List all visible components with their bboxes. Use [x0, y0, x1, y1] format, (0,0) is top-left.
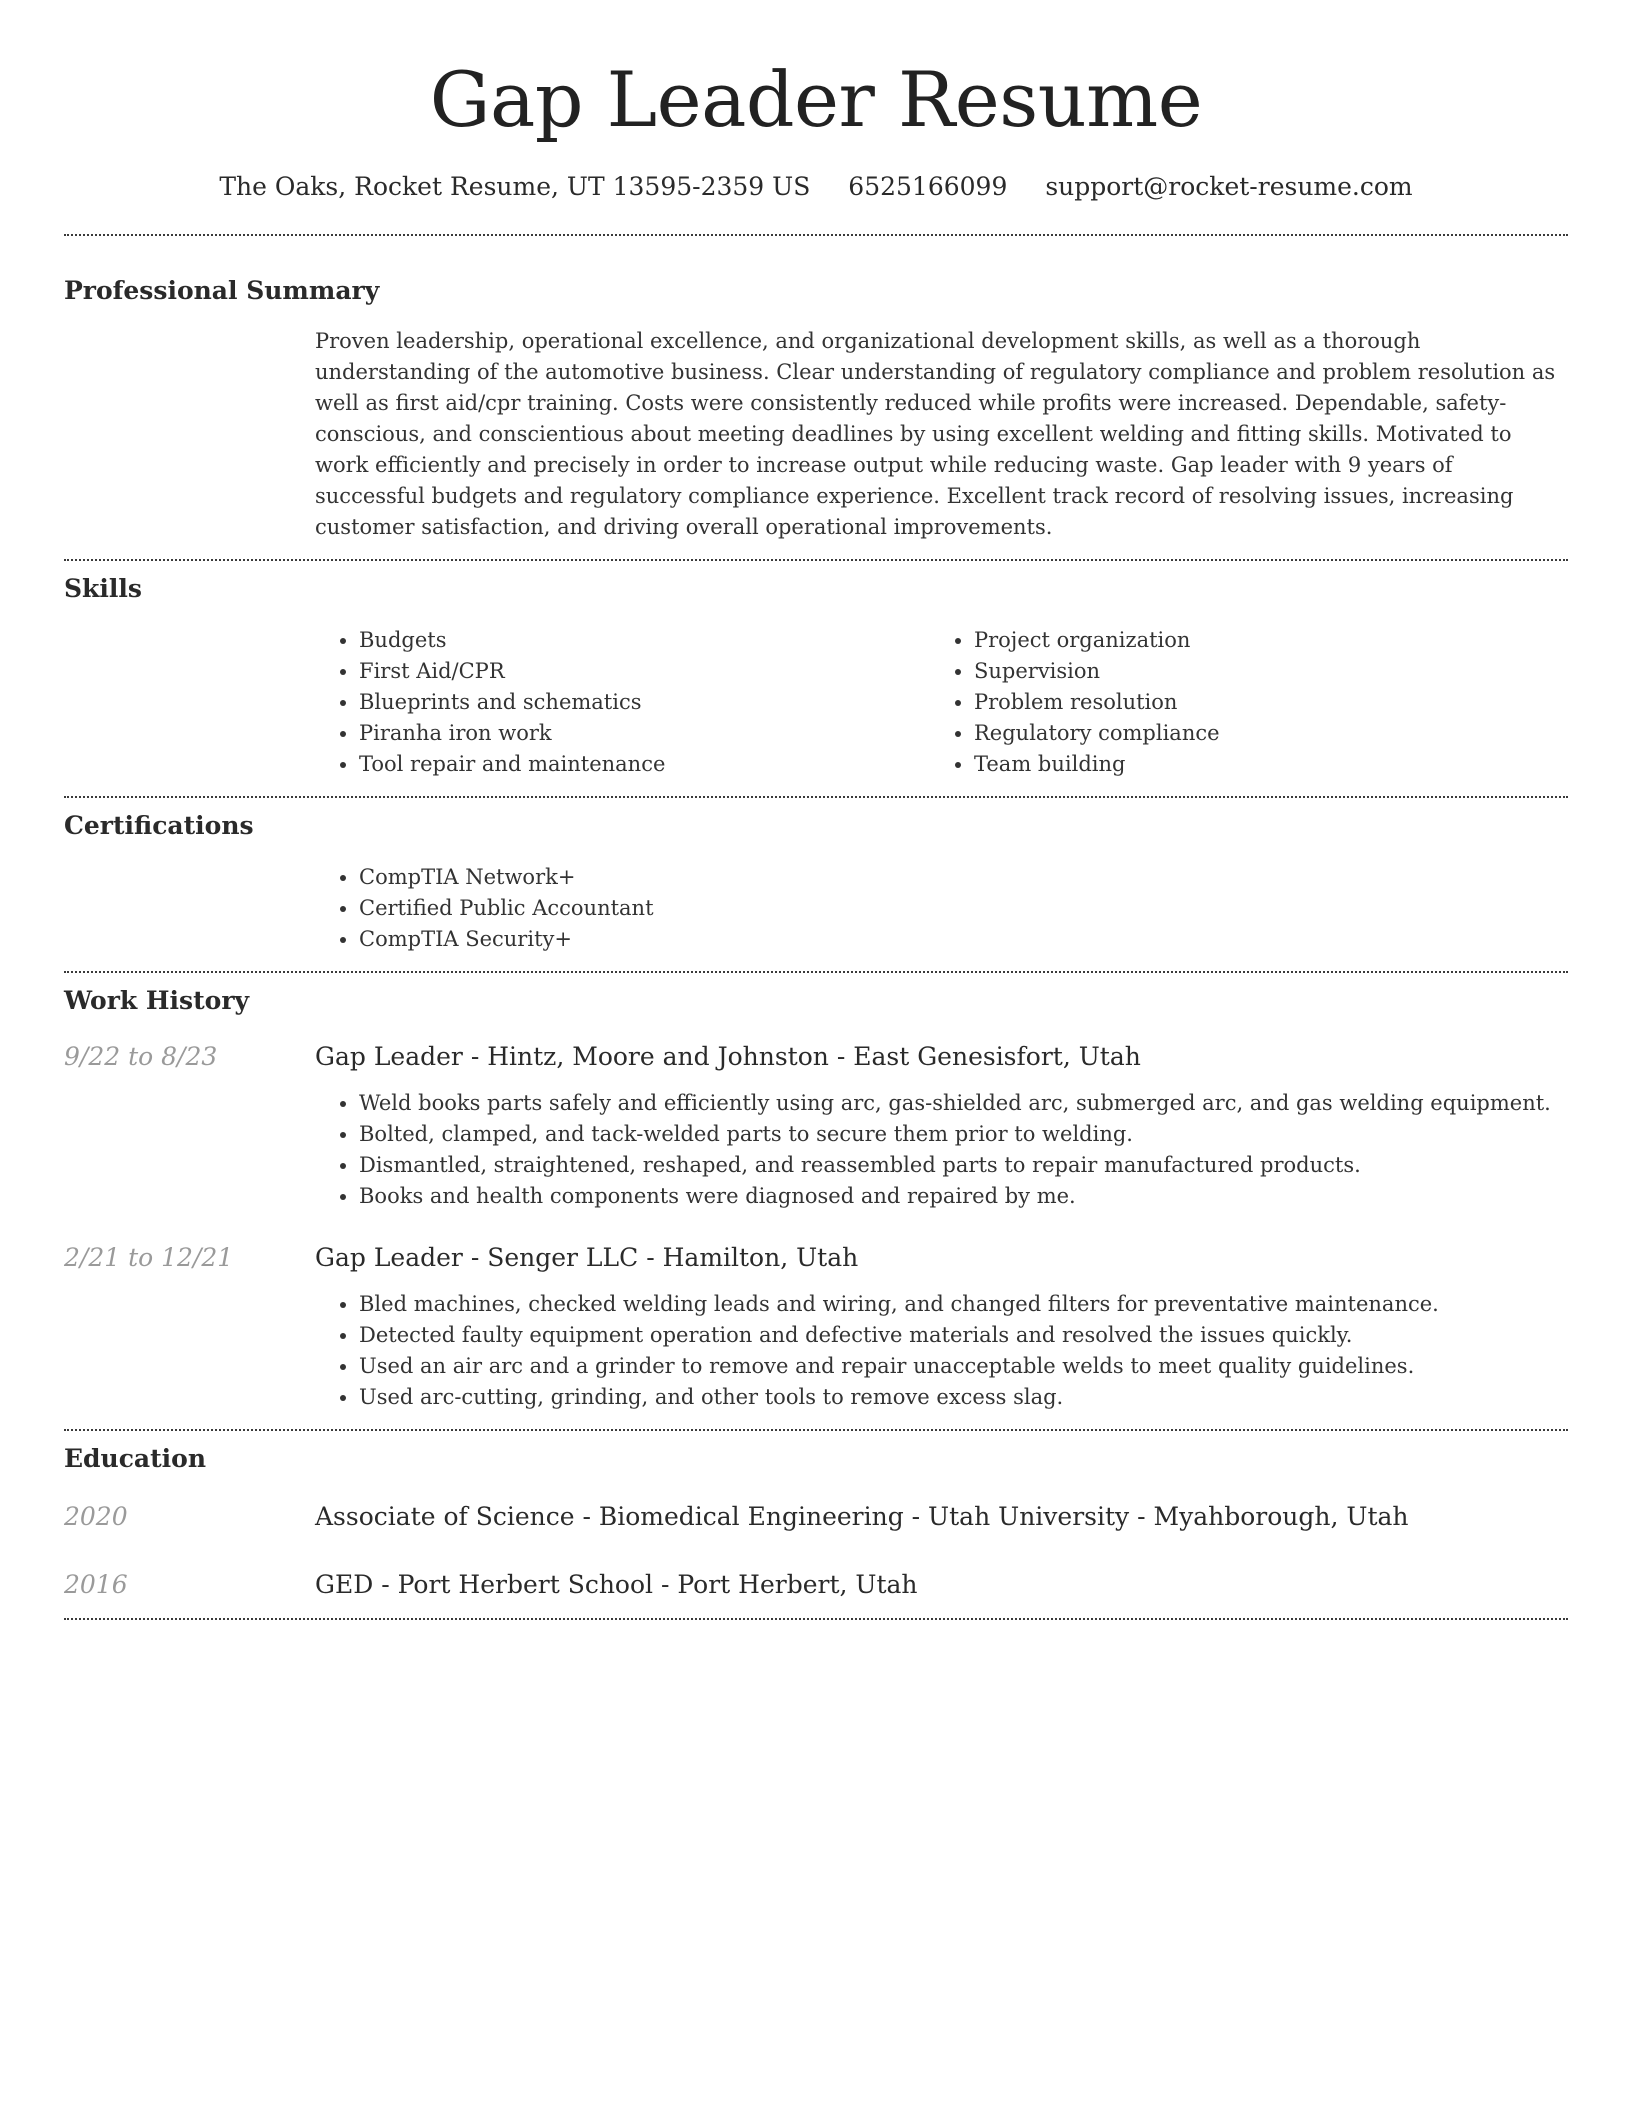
skill-item: • Team building: [974, 749, 1545, 780]
skill-item: • Project organization: [974, 625, 1545, 656]
skill-item: • Supervision: [974, 656, 1545, 687]
education-heading: Education: [64, 1444, 207, 1473]
summary-section: [64, 236, 1568, 543]
contact-address: The Oaks, Rocket Resume, UT 13595-2359 US: [219, 172, 811, 201]
summary-content: [315, 326, 1568, 543]
skills-list-left: [315, 625, 930, 780]
summary-text: Proven leadership, operational excellence, and organizational development skills, as well as a thorough understanding of the automotive business. Clear understanding of regulatory compliance and problem resolution as well as first aid/cpr training. Costs were consistently reduced while profits were increased. Dependable, safety-conscious, and conscientious about meeting deadlines by using excellent welding and fitting skills. Motivated to work efficiently and precisely in order to increase output while reducing waste. Gap leader with 9 years of successful budgets and regulatory compliance experience. Excellent track record of resolving issues, increasing customer satisfaction, and driving overall operational improvements.: [315, 329, 1556, 539]
skills-columns: [315, 625, 1568, 780]
job-header: [64, 1241, 1568, 1275]
job-heading: Gap Leader - Senger LLC - Hamilton, Utah: [315, 1243, 859, 1272]
job-duty-list: [315, 1289, 1568, 1413]
job-duties: [315, 1088, 1568, 1212]
certifications-heading: Certifications: [64, 811, 254, 840]
work-history-section: [64, 973, 1568, 1413]
education-heading-line: GED - Port Herbert School - Port Herbert, Utah: [315, 1570, 918, 1599]
certifications-content: [315, 862, 1568, 955]
skill-item: • Problem resolution: [974, 687, 1545, 718]
job-heading: Gap Leader - Hintz, Moore and Johnston - East Genesisfort, Utah: [315, 1042, 1141, 1071]
education-section: [64, 1431, 1568, 1602]
skill-item: • Regulatory compliance: [974, 718, 1545, 749]
skill-item: • Blueprints and schematics: [359, 687, 930, 718]
resume-header: [64, 0, 1568, 204]
education-year: 2016: [64, 1570, 128, 1599]
education-heading-line: Associate of Science - Biomedical Engineering - Utah University - Myahborough, Utah: [315, 1502, 1409, 1531]
skills-heading: Skills: [64, 574, 142, 603]
certifications-list: [315, 862, 1568, 955]
skill-item: • First Aid/CPR: [359, 656, 930, 687]
education-year: 2020: [64, 1502, 128, 1531]
certification-item: • Certified Public Accountant: [359, 893, 1568, 924]
job-duty: • Dismantled, straightened, reshaped, and reassembled parts to repair manufactured products.: [359, 1150, 1568, 1181]
job-duty: • Weld books parts safely and efficiently using arc, gas-shielded arc, submerged arc, and gas welding equipment.: [359, 1088, 1568, 1119]
contact-phone: 6525166099: [848, 172, 1008, 201]
certification-item: • CompTIA Network+: [359, 862, 1568, 893]
skills-list-right: [930, 625, 1545, 780]
job-dates: 9/22 to 8/23: [64, 1042, 218, 1071]
certification-item: • CompTIA Security+: [359, 924, 1568, 955]
skill-item: • Budgets: [359, 625, 930, 656]
resume-title: Gap Leader Resume: [429, 55, 1203, 144]
job-entry: [64, 1040, 1568, 1212]
education-entry: [64, 1568, 1568, 1602]
skills-section: [64, 561, 1568, 780]
job-duty: • Books and health components were diagnosed and repaired by me.: [359, 1181, 1568, 1212]
contact-email: support@rocket-resume.com: [1045, 172, 1413, 201]
job-duty-list: [315, 1088, 1568, 1212]
job-duty: • Used an air arc and a grinder to remove and repair unacceptable welds to meet quality guidelines.: [359, 1351, 1568, 1382]
job-dates: 2/21 to 12/21: [64, 1243, 234, 1272]
resume-page: [64, 0, 1568, 1620]
job-duty: • Used arc-cutting, grinding, and other tools to remove excess slag.: [359, 1382, 1568, 1413]
contact-line: [64, 170, 1568, 204]
skill-item: • Tool repair and maintenance: [359, 749, 930, 780]
section-divider: [64, 1618, 1568, 1620]
job-duties: [315, 1289, 1568, 1413]
education-entry: [64, 1500, 1568, 1534]
certifications-section: [64, 798, 1568, 955]
job-duty: • Bolted, clamped, and tack-welded parts to secure them prior to welding.: [359, 1119, 1568, 1150]
job-header: [64, 1040, 1568, 1074]
skill-item: • Piranha iron work: [359, 718, 930, 749]
job-duty: • Detected faulty equipment operation and defective materials and resolved the issues quickly.: [359, 1320, 1568, 1351]
job-entry: [64, 1241, 1568, 1413]
summary-heading: Professional Summary: [64, 276, 380, 305]
job-duty: • Bled machines, checked welding leads and wiring, and changed filters for preventative maintenance.: [359, 1289, 1568, 1320]
work-history-heading: Work History: [64, 986, 250, 1015]
